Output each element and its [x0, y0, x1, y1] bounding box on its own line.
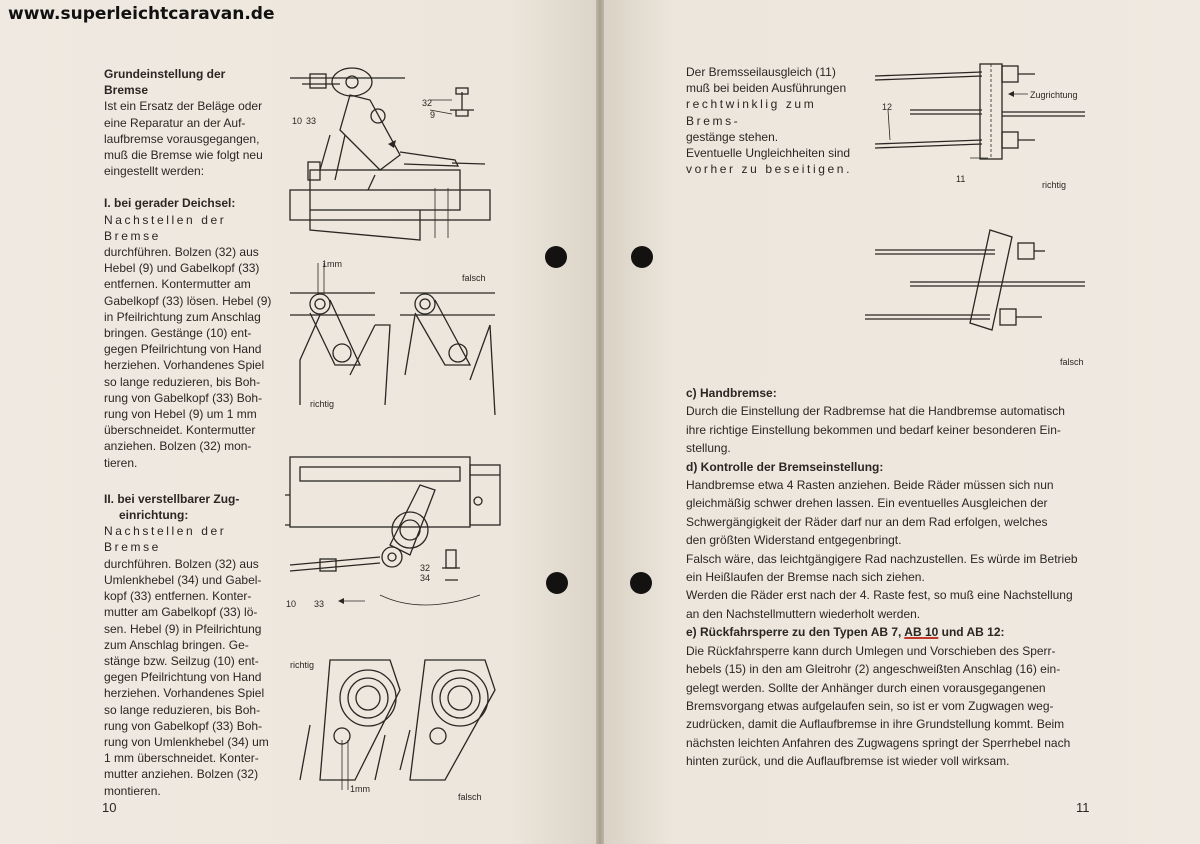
intro-line: Der Bremsseilausgleich (11): [686, 65, 836, 79]
fig-label: 10: [292, 116, 303, 126]
section2-line: rung von Gabelkopf (33) Boh-: [104, 718, 263, 733]
section2-line: herziehen. Vorhandenes Spiel: [104, 686, 265, 701]
d-line: Schwergängigkeit der Räder darf nur an dem Rad erfolgen, welches: [686, 514, 1048, 529]
intro-line: Eventuelle Ungleichheiten sind: [686, 146, 851, 161]
rueckfahrsperre-title: [686, 623, 1091, 641]
section2-line: so lange reduzieren, bis Boh-: [104, 702, 261, 717]
fig-label: richtig: [290, 660, 315, 670]
section1-line: tieren.: [104, 455, 138, 470]
d-line: gleichmäßig schwer drehen lassen. Ein eventuelles Ausgleichen der: [686, 496, 1048, 511]
figure-cable-equalizer-richtig: [870, 58, 1100, 193]
section2-line: sen. Hebel (9) in Pfeilrichtung: [104, 621, 262, 636]
page-gutter: [596, 0, 604, 844]
page-number-left: 10: [102, 800, 117, 815]
intro-line: muß die Bremse wie folgt neu: [104, 148, 263, 163]
title-part-underlined: AB 10: [904, 625, 939, 640]
fig-label: 32: [420, 563, 431, 573]
intro-line: vorher zu beseitigen.: [686, 162, 852, 177]
section2-line: mutter anziehen. Bolzen (32): [104, 767, 259, 782]
fig-label: 12: [882, 102, 893, 112]
section1-line: überschneidet. Kontermutter: [104, 423, 256, 438]
section-heading: Grundeinstellung der Bremse: [104, 67, 226, 98]
fig-label: 1mm: [322, 259, 342, 269]
section1-line: so lange reduzieren, bis Boh-: [104, 374, 261, 389]
c-line: stellung.: [686, 441, 731, 456]
figure-adjustable-assembly: [280, 445, 510, 620]
fig-label: 33: [314, 599, 325, 609]
intro-line: muß bei beiden Ausführungen: [686, 81, 847, 96]
intro-line: gestänge stehen.: [686, 129, 779, 144]
e-line: nächsten leichten Anfahren des Zugwagens springt der Sperrhebel nach: [686, 735, 1071, 750]
fig-label: 9: [430, 110, 436, 120]
e-line: Bremsvorgang etwas aufgelaufen sein, so ist er vom Zugwagen weg-: [686, 698, 1054, 713]
d-line: Werden die Räder erst nach der 4. Raste fest, so muß eine Nachstellung: [686, 588, 1073, 603]
intro-line: Ist ein Ersatz der Beläge oder: [104, 99, 263, 114]
section2-line: 1 mm überschneidet. Konter-: [104, 751, 259, 766]
d-line: Falsch wäre, das leichtgängigere Rad nachzustellen. Es würde im Betrieb: [686, 551, 1078, 566]
intro-line: laufbremse vorausgegangen,: [104, 131, 260, 146]
c-line: ihre richtige Einstellung bekommen und bedarf keiner besonderen Ein-: [686, 422, 1061, 437]
section2-line: zum Anschlag bringen. Ge-: [104, 637, 249, 652]
section1-line: herziehen. Vorhandenes Spiel: [104, 358, 265, 373]
right-text-block: [686, 384, 1091, 771]
fig-label: 34: [420, 573, 431, 583]
section2-line: gegen Pfeilrichtung von Hand: [104, 670, 262, 685]
e-line: hinten zurück, und die Auflaufbremse ist wieder voll wirksam.: [686, 754, 1010, 769]
section1-line: durchführen. Bolzen (32) aus: [104, 245, 259, 260]
site-watermark: www.superleichtcaravan.de: [8, 4, 275, 24]
page-number-right: 11: [1076, 800, 1090, 815]
section1-title: I. bei gerader Deichsel:: [104, 196, 236, 211]
section1-line: bringen. Gestänge (10) ent-: [104, 326, 252, 341]
e-line: zudrücken, damit die Auflaufbremse in ihre Grundstellung kommt. Beim: [686, 717, 1065, 732]
title-part: e) Rückfahrsperre zu den Typen AB 7,: [686, 625, 905, 640]
figure-adjustment-check-2: [280, 650, 510, 805]
section1-line: entfernen. Kontermutter am: [104, 277, 251, 292]
handbremse-title: [686, 384, 1091, 402]
d-line: den größten Widerstand entgegenbringt.: [686, 533, 902, 548]
fig-label: falsch: [458, 792, 482, 802]
section2-line: montieren.: [104, 783, 161, 798]
section2-title: einrichtung:: [119, 508, 189, 523]
section2-line: durchführen. Bolzen (32) aus: [104, 556, 259, 571]
fig-label: 11: [956, 174, 966, 184]
section2-line: mutter am Gabelkopf (33) lö-: [104, 605, 258, 620]
section1-line: Gabelkopf (33) lösen. Hebel (9): [104, 293, 272, 308]
fig-label: 10: [286, 599, 297, 609]
fig-label: falsch: [1060, 357, 1084, 367]
d-line: Handbremse etwa 4 Rasten anziehen. Beide Räder müssen sich nun: [686, 478, 1054, 493]
c-line: Durch die Einstellung der Radbremse hat die Handbremse automatisch: [686, 404, 1065, 419]
fig-label: falsch: [462, 273, 486, 283]
section1-line: gegen Pfeilrichtung von Hand: [104, 342, 262, 357]
right-intro: [686, 64, 861, 177]
section2-line: Nachstellen der Bremse: [104, 524, 227, 555]
section2-line: Umlenkhebel (34) und Gabel-: [104, 572, 262, 587]
e-line: gelegt werden. Sollte der Anhänger durch einen vorausgegangenen: [686, 680, 1046, 695]
section2-line: stänge bzw. Seilzug (10) ent-: [104, 653, 259, 668]
section1-line: rung von Hebel (9) um 1 mm: [104, 407, 257, 422]
section1-line: Nachstellen der Bremse: [104, 212, 227, 243]
section1-line: Hebel (9) und Gabelkopf (33): [104, 261, 260, 276]
punch-hole: [631, 246, 653, 268]
intro-line: eine Reparatur an der Auf-: [104, 115, 246, 130]
left-text-column: [104, 66, 272, 799]
section2-title: II. bei verstellbarer Zug-: [104, 491, 240, 506]
e-line: hebels (15) in den am Gleitrohr (2) angeschweißten Anschlag (16) ein-: [686, 662, 1061, 677]
handbremse-title-text: c) Handbremse:: [686, 386, 777, 400]
section1-line: anziehen. Bolzen (32) mon-: [104, 439, 252, 454]
fig-label: Zugrichtung: [1030, 90, 1078, 100]
punch-hole: [545, 246, 567, 268]
section1-line: in Pfeilrichtung zum Anschlag: [104, 309, 261, 324]
section2-line: kopf (33) entfernen. Konter-: [104, 589, 252, 604]
d-line: ein Heißlaufen der Bremse nach sich ziehen.: [686, 570, 925, 585]
fig-label: 33: [306, 116, 317, 126]
kontrolle-title: d) Kontrolle der Bremseinstellung:: [686, 459, 884, 474]
figure-lever-assembly: [280, 60, 510, 250]
figure-adjustment-check-1: [280, 255, 510, 420]
section2-line: rung von Umlenkhebel (34) um: [104, 734, 269, 749]
punch-hole: [630, 572, 652, 594]
e-line: Die Rückfahrsperre kann durch Umlegen und Vorschieben des Sperr-: [686, 643, 1056, 658]
fig-label: richtig: [1042, 180, 1067, 190]
title-part: und AB 12:: [938, 625, 1005, 640]
intro-line: eingestellt werden:: [104, 164, 205, 179]
fig-label: 32: [422, 98, 433, 108]
section1-line: rung von Gabelkopf (33) Boh-: [104, 390, 263, 405]
fig-label: 1mm: [350, 784, 370, 794]
figure-cable-equalizer-falsch: [860, 225, 1090, 370]
d-line: an den Nachstellmuttern wiederholt werden.: [686, 606, 921, 621]
punch-hole: [546, 572, 568, 594]
intro-line: rechtwinklig zum Brems-: [686, 97, 817, 128]
fig-label: richtig: [310, 399, 335, 409]
